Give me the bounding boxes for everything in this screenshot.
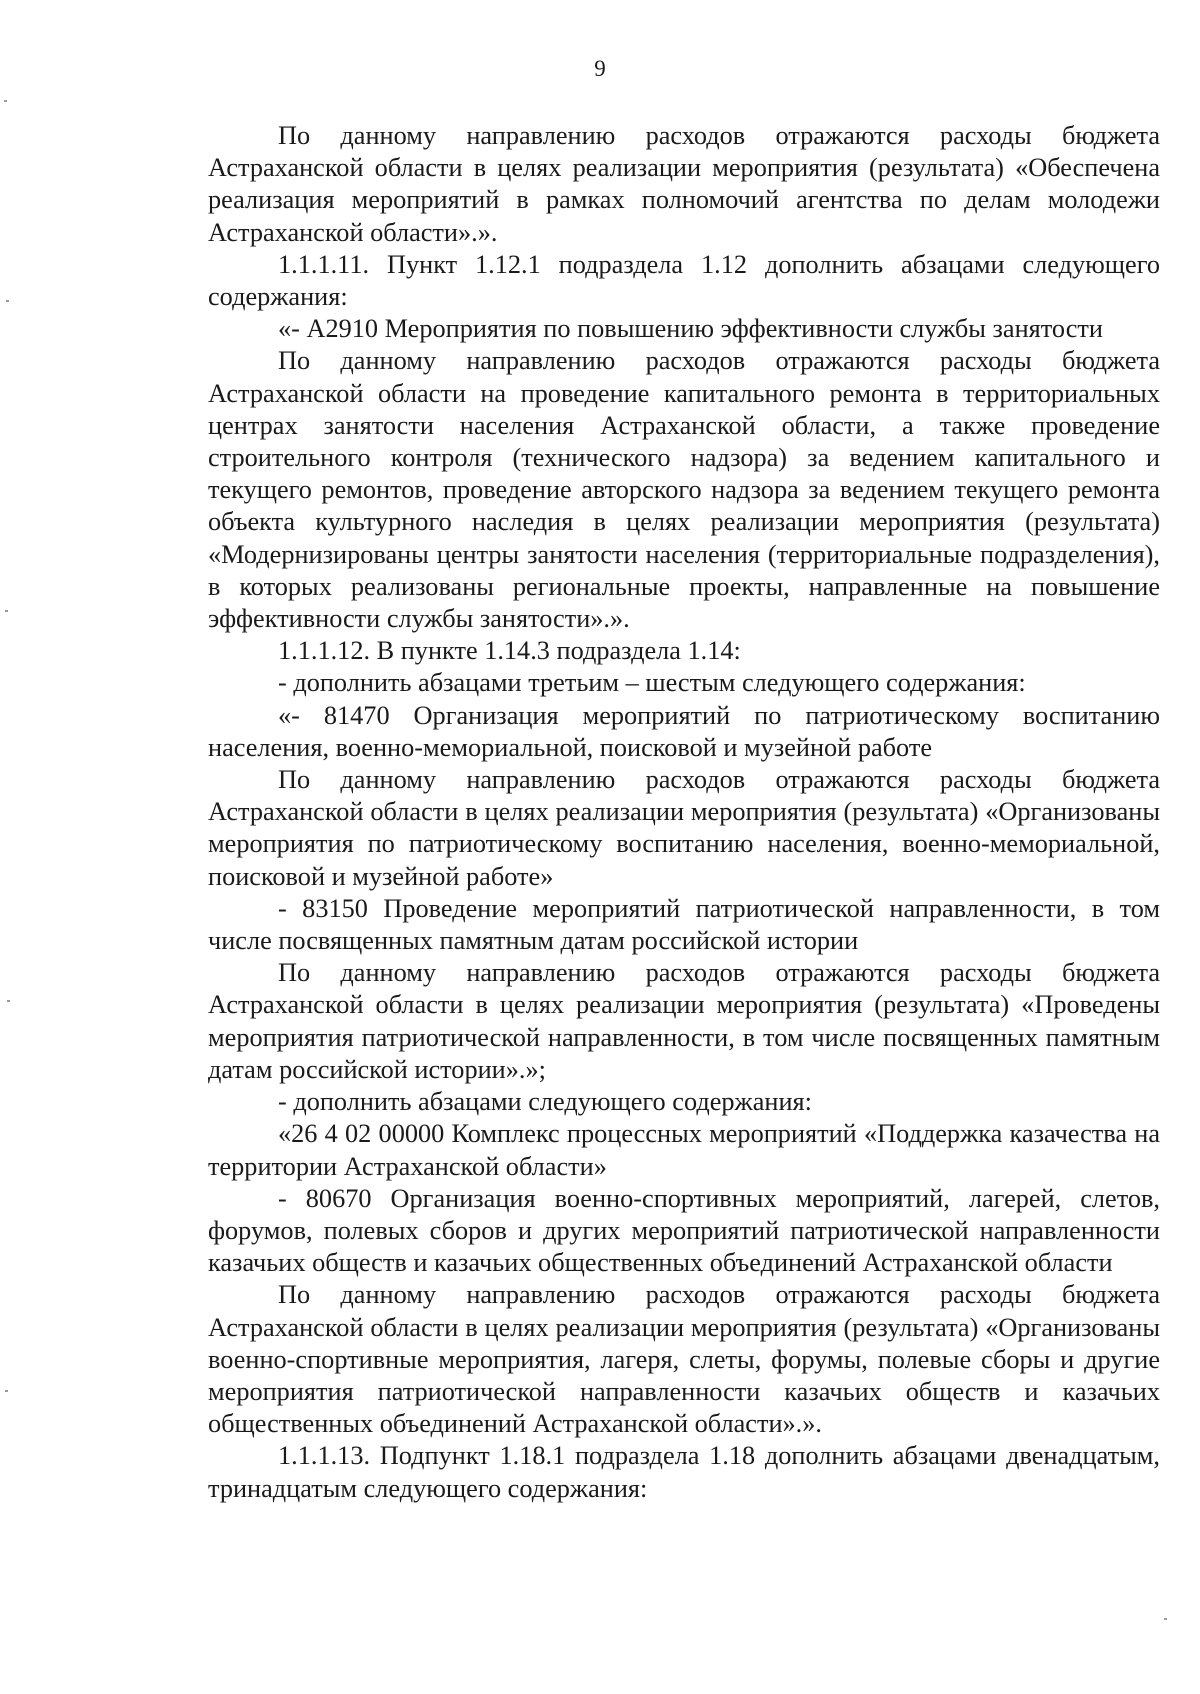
paragraph: «- А2910 Мероприятия по повышению эффективности службы занятости xyxy=(278,314,1103,344)
paragraph: 1.1.1.13. Подпункт 1.18.1 подраздела 1.18 дополнить абзацами двенадцатым, тринадцатым следующего содержания: xyxy=(208,1441,1160,1503)
paragraph: «26 4 02 00000 Комплекс процессных мероприятий «Поддержка казачества на территории Астраханской области» xyxy=(208,1119,1160,1181)
paragraph: «- 81470 Организация мероприятий по патриотическому воспитанию населения, военно-мемориальной, поисковой и музейной работе xyxy=(208,700,1160,762)
scan-speck xyxy=(1164,1618,1167,1620)
paragraph: По данному направлению расходов отражаются расходы бюджета Астраханской области в целях реализации мероприятия (результата) «Проведены мероприятия патриотической направленности, в том числе посвященных памятным датам российской истории».»; xyxy=(208,958,1160,1084)
scan-speck xyxy=(4,100,7,102)
page-number: 9 xyxy=(594,56,606,81)
paragraph: - 80670 Организация военно-спортивных мероприятий, лагерей, слетов, форумов, полевых сборов и других мероприятий патриотической направленности казачьих обществ и казачьих общественных объединений Астраханской области xyxy=(208,1183,1160,1278)
paragraph: - дополнить абзацами следующего содержания: xyxy=(278,1087,812,1117)
paragraph: По данному направлению расходов отражаются расходы бюджета Астраханской области в целях реализации мероприятия (результата) «Организованы военно-спортивные мероприятия, лагеря, слеты, форумы, полевые сборы и другие мероприятия патриотической направленности казачьих обществ и казачьих общественных объединений Астраханской области».». xyxy=(208,1280,1160,1439)
paragraph: - дополнить абзацами третьим – шестым следующего содержания: xyxy=(278,668,1026,698)
paragraph: По данному направлению расходов отражаются расходы бюджета Астраханской области в целях реализации мероприятия (результата) «Организованы мероприятия по патриотическому воспитанию населения, военно-мемориальной, поисковой и музейной работе» xyxy=(208,765,1160,891)
scan-speck xyxy=(5,1390,8,1392)
scan-speck xyxy=(5,610,8,612)
paragraph: - 83150 Проведение мероприятий патриотической направленности, в том числе посвященных памятным датам российской истории xyxy=(208,893,1160,956)
scan-speck xyxy=(7,1000,10,1002)
document-body xyxy=(208,120,1160,1505)
paragraph: 1.1.1.11. Пункт 1.12.1 подраздела 1.12 дополнить абзацами следующего содержания: xyxy=(208,249,1160,312)
paragraph: По данному направлению расходов отражаются расходы бюджета Астраханской области в целях реализации мероприятия (результата) «Обеспечена реализация мероприятий в рамках полномочий агентства по делам молодежи Астраханской области».». xyxy=(208,121,1160,247)
paragraph: По данному направлению расходов отражаются расходы бюджета Астраханской области на проведение капитального ремонта в территориальных центрах занятости населения Астраханской области, а также проведение строительного контроля (технического надзора) за ведением капитального и текущего ремонтов, проведение авторского надзора за ведением текущего ремонта объекта культурного наследия в целях реализации мероприятия (результата) «Модернизированы центры занятости населения (территориальные подразделения), в которых реализованы региональные проекты, направленные на повышение эффективности службы занятости».». xyxy=(208,346,1160,634)
scan-speck xyxy=(6,300,9,302)
paragraph: 1.1.1.12. В пункте 1.14.3 подраздела 1.14: xyxy=(278,636,741,666)
